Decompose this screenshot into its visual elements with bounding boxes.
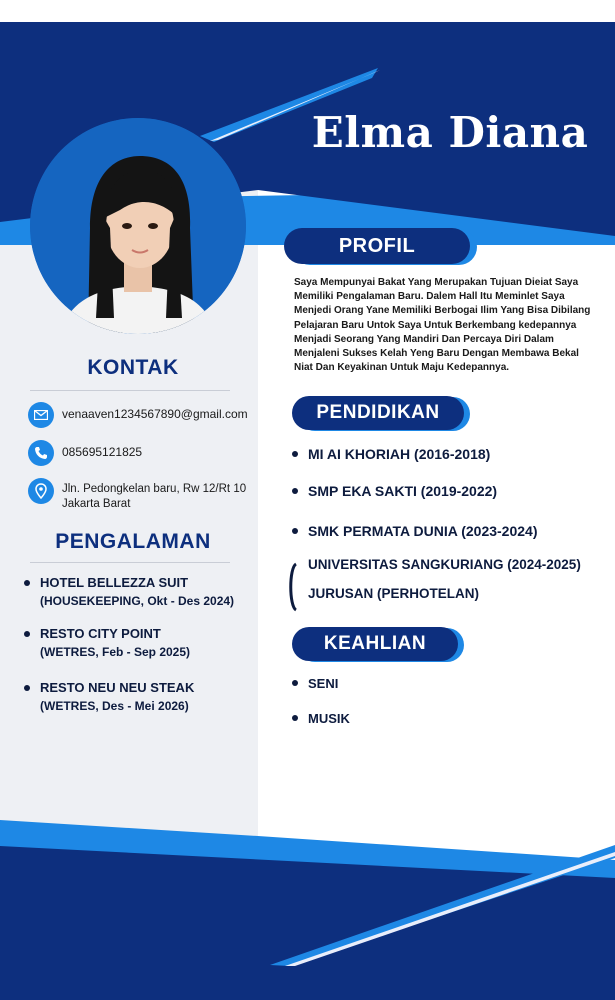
experience-detail: (HOUSEKEEPING, Okt - Des 2024) <box>40 594 235 608</box>
education-text: SMP EKA SAKTI (2019-2022) <box>308 483 498 499</box>
experience-title: HOTEL BELLEZZA SUIT <box>40 575 189 590</box>
keahlian-heading: KEAHLIAN <box>292 627 458 661</box>
bullet <box>24 631 30 637</box>
experience-detail: (WETRES, Feb - Sep 2025) <box>40 645 191 659</box>
kontak-divider <box>30 390 230 391</box>
contact-phone <box>28 440 142 466</box>
phone-text: 085695121825 <box>62 445 143 459</box>
experience-title: RESTO CITY POINT <box>40 626 161 641</box>
profile-text: Saya Mempunyai Bakat Yang Merupakan Tujuan Dieiat Saya Memiliki Pengalaman Baru. Dalem Hall Itu Meminlet Saya Menjedi Orang Yane Memiliki Berbogai Ilim Yang Bisa Dibilang Pelajaran Baru Untok Saya Untuk Berkembang kedepannya Menjadi Seorang Yang Mandiri Dan Percaya Diri Dalam Menjaleni Sukses Kelah Yeng Baru Dengan Membawa Bekal Niat Dan Keyakinan Untuk Maju Kedepannya. <box>294 277 591 374</box>
skill-item <box>292 711 350 726</box>
candidate-name: Elma Diana <box>311 108 589 157</box>
kontak-heading: KONTAK <box>87 356 179 379</box>
contact-address <box>28 478 246 512</box>
education-text: JURUSAN (PERHOTELAN) <box>308 586 480 601</box>
pengalaman-heading: PENGALAMAN <box>55 530 211 553</box>
education-text: MI AI KHORIAH (2016-2018) <box>308 446 491 462</box>
education-item <box>292 555 612 575</box>
email-text: venaaven1234567890@gmail.com <box>62 407 248 421</box>
education-text: SMK PERMATA DUNIA (2023-2024) <box>308 523 538 539</box>
profile-photo <box>30 118 246 334</box>
skill-text: MUSIK <box>308 711 350 726</box>
education-item <box>292 444 612 464</box>
experience-item <box>24 625 254 661</box>
bullet <box>292 715 298 721</box>
location-pin-icon <box>28 478 54 504</box>
phone-icon <box>28 440 54 466</box>
contact-email <box>28 402 248 428</box>
address-text <box>62 478 246 512</box>
mail-icon <box>28 402 54 428</box>
experience-detail: (WETRES, Des - Mei 2026) <box>40 699 189 713</box>
experience-item <box>24 574 254 610</box>
education-item <box>292 521 612 541</box>
bullet <box>24 580 30 586</box>
education-item <box>292 584 612 604</box>
address-line-2: Jakarta Barat <box>62 498 131 510</box>
bullet <box>292 680 298 686</box>
bullet <box>292 451 298 457</box>
bullet <box>292 528 298 534</box>
skill-text: SENI <box>308 676 339 691</box>
experience-item <box>24 679 254 715</box>
bullet <box>292 488 298 494</box>
skill-item <box>292 676 338 691</box>
education-item <box>292 481 612 501</box>
experience-title: RESTO NEU NEU STEAK <box>40 680 195 695</box>
pengalaman-divider <box>30 562 230 563</box>
profil-heading: PROFIL <box>284 228 470 264</box>
address-line-1: Jln. Pedongkelan baru, Rw 12/Rt 10 <box>62 483 247 495</box>
pendidikan-heading: PENDIDIKAN <box>292 396 464 430</box>
bullet <box>24 685 30 691</box>
education-text: UNIVERSITAS SANGKURIANG (2024-2025) <box>308 557 581 572</box>
